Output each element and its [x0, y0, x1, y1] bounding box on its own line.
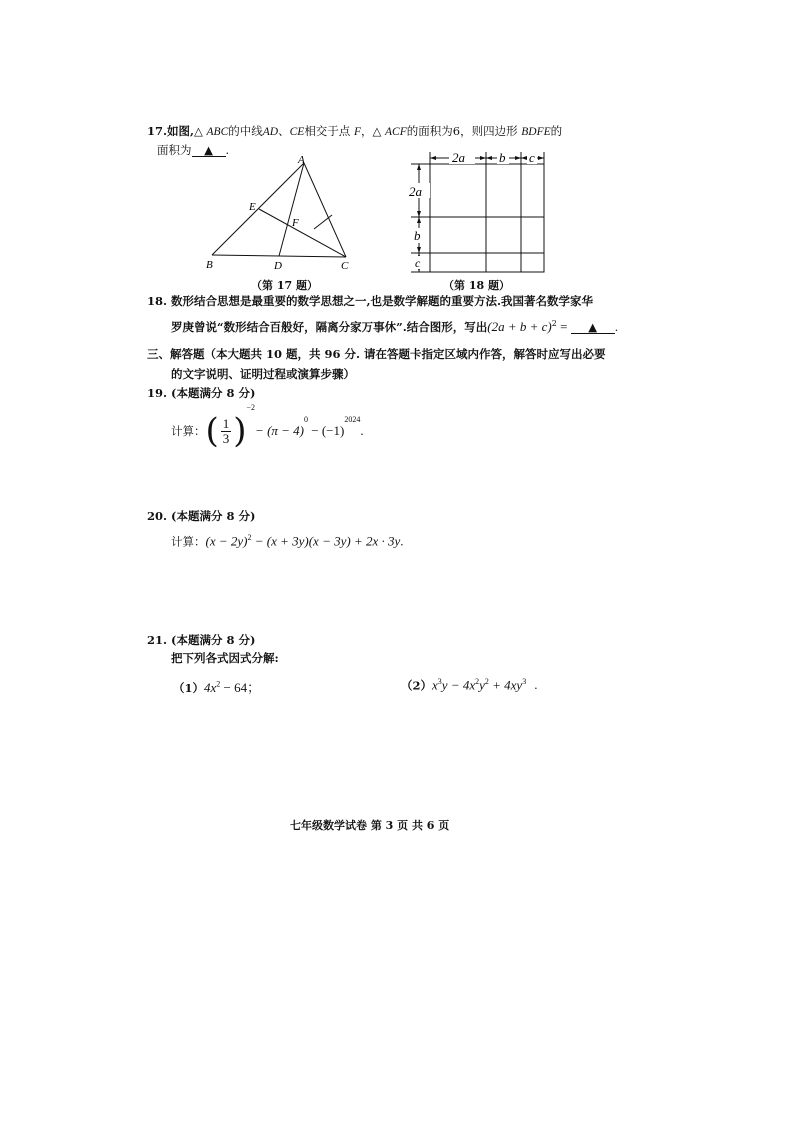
q19-header: 19. (本题满分 8 分) [147, 386, 256, 400]
dim-top-2a: 2a [452, 150, 465, 165]
dim-side-2a: 2a [409, 184, 422, 199]
q21-part1: $(1)4x^2 - 64$； [173, 679, 261, 695]
q17-caption: （第 17 题） [251, 279, 318, 292]
q17-triangle-figure [200, 152, 360, 276]
section3-line2: 的文字说明、证明过程或演算步骤） [171, 367, 355, 381]
grid-outer [430, 164, 544, 272]
tick-mark [314, 215, 332, 229]
side-ac [304, 163, 346, 257]
median-ce [259, 209, 346, 257]
dim-side-c: c [415, 256, 421, 270]
q21-header: 21. (本题满分 8 分) [147, 633, 256, 647]
q18-line2: 罗庚曾说“数形结合百般好，隔离分家万事休”.结合图形，写出$(2a + b + c)^2$ = ▲ . [171, 319, 619, 334]
q17-answer-blank: ▲ [192, 144, 226, 157]
page-footer: 七年级数学试卷 第 3 页 共 6 页 [290, 819, 450, 832]
q20-expression: 计算：$(x - 2y)^2 - (x + 3y)(x - 3y) + 2x \cdot 3y$. [171, 533, 404, 549]
q17-line2: 面积为 ▲ . [157, 143, 230, 157]
q18-caption: （第 18 题） [443, 279, 510, 292]
q21-intro: 把下列各式因式分解: [171, 651, 279, 665]
dim-top-c: c [529, 150, 535, 165]
q19-expression: 计算：( $\frac{1}{3}$ )$^{-2}- (\pi - 4)^0 - (-1)^{2024}$. [171, 403, 364, 452]
label-c: C [341, 260, 349, 272]
q18-line1: 18. 数形结合思想是最重要的数学思想之一,也是数学解题的重要方法.我国著名数学家华 [147, 294, 594, 308]
q21-part2: $(2)x^3y - 4x^2y^2 + 4xy^3$ . [401, 677, 538, 693]
q17-line1: 17.如图,△ ABC的中线AD、CE相交于点 F，△ ACF的面积为6，则四边形 BDFE的 [147, 124, 563, 138]
dim-side-b: b [414, 228, 421, 243]
section3-line1: 三、解答题（本大题共 10 题，共 96 分. 请在答题卡指定区域内作答，解答时应写出必要 [147, 347, 606, 361]
q19-fraction: $\frac{1}{3}$ [222, 415, 230, 446]
label-e: E [249, 201, 256, 213]
dim-top-b: b [499, 150, 506, 165]
label-d: D [274, 260, 282, 272]
side-ab [212, 163, 304, 255]
q18-answer-blank: ▲ [571, 321, 615, 334]
label-a: A [298, 154, 305, 166]
q20-header: 20. (本题满分 8 分) [147, 509, 256, 523]
label-f: F [292, 217, 299, 229]
label-b: B [206, 259, 213, 271]
q18-grid-figure [403, 150, 553, 278]
median-ad [279, 163, 304, 256]
